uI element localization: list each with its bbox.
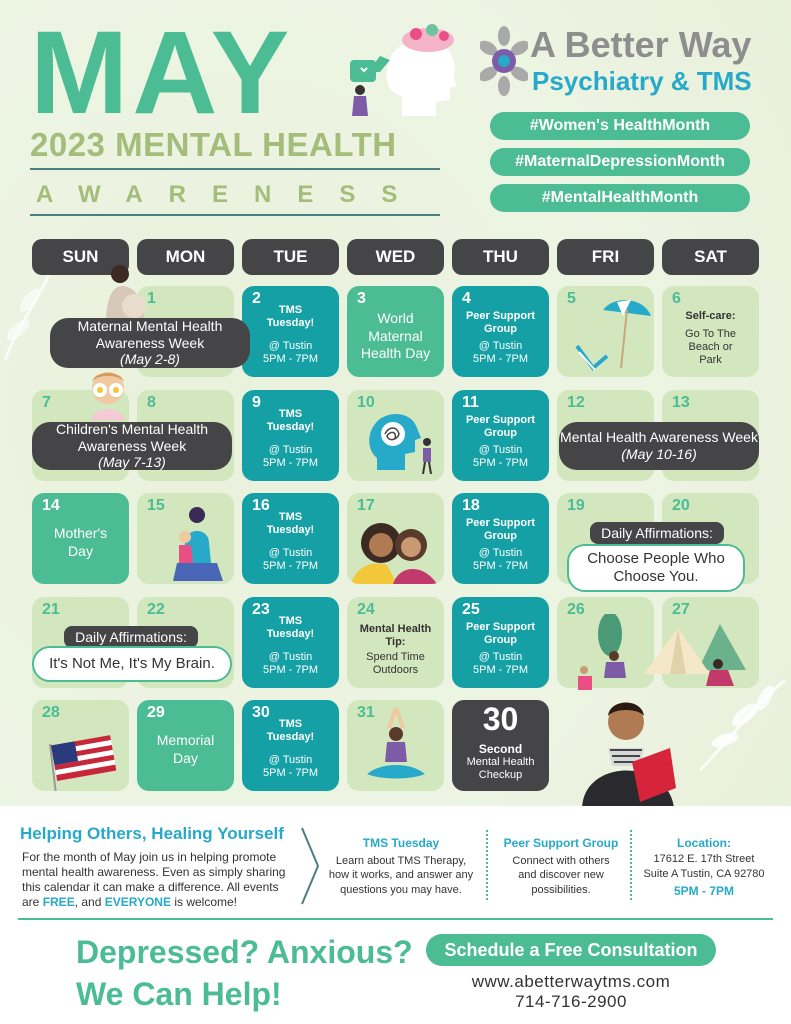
event-title: Peer Support Group [465,517,536,542]
footer-section [0,806,791,1024]
event-title: Self-care: [685,310,736,322]
calendar-cell-29 [137,700,234,791]
event-time: 5PM - 7PM [262,560,318,573]
calendar-cell-17 [347,493,444,584]
event-location: @ Tustin [478,651,523,663]
day-number: 20 [672,497,690,514]
event-title: Memorial Day [156,732,215,766]
day-number: 25 [462,601,480,618]
pregnant-woman-illustration [92,262,152,322]
banner-children-week [32,422,232,470]
calendar-cell-6 [662,286,759,377]
banner-dates: (May 2-8) [120,351,180,368]
event-time: 5PM - 7PM [262,767,318,780]
flower-logo-icon [480,26,528,96]
day-number: 28 [42,704,60,721]
day-number: 10 [357,394,375,411]
column-divider [486,830,488,900]
banner-title: Children's Mental Health Awareness Week [55,420,209,454]
location-line2: Suite A Tustin, CA 92780 [643,868,765,880]
awareness-heading: AWARENESS [36,181,424,208]
event-title: Peer Support Group [465,414,536,439]
day-number: 22 [147,601,165,618]
checkup-number: 30 [482,701,519,737]
location-title: Location: [677,836,731,850]
event-location: @ Tustin [268,651,313,663]
event-location: @ Tustin [268,444,313,456]
checkup-text: Mental Health Checkup [466,756,535,782]
day-number: 2 [252,290,261,307]
calendar-cell-30 [242,700,339,791]
calendar-cell-16 [242,493,339,584]
event-location: @ Tustin [478,444,523,456]
event-title: TMS [278,615,303,627]
title-divider [30,168,440,170]
day-number: 31 [357,704,375,721]
banner-dates: (May 10-16) [621,446,697,462]
day-number: 19 [567,497,585,514]
day-number: 17 [357,497,375,514]
checkup-unit: Second [478,742,523,756]
event-title: Peer Support Group [465,621,536,646]
event-location: @ Tustin [268,754,313,766]
day-number: 16 [252,497,270,514]
event-title: Tuesday! [266,731,315,744]
calendar-cell-23 [242,597,339,688]
calendar-cell-28 [32,700,129,791]
day-number: 4 [462,290,471,307]
banner-title: Mental Health Awareness Week [560,429,758,446]
hashtag-maternal-depression: #MaternalDepressionMonth [490,148,750,176]
event-title: Peer Support Group [465,310,536,335]
tms-info-text: Learn about TMS Therapy, how it works, and answer any questions you may have. [328,855,474,896]
event-time: 5PM - 7PM [262,457,318,470]
calendar-cell-18 [452,493,549,584]
day-number: 7 [42,394,51,411]
event-time: 5PM - 7PM [472,560,528,573]
day-number: 30 [252,704,270,721]
hashtag-mental-health: #MentalHealthMonth [490,184,750,212]
affirmation-label: Daily Affirmations: [64,626,198,648]
phone-number[interactable]: 714-716-2900 [515,992,627,1012]
page-title: MAY [30,7,294,139]
location-time: 5PM - 7PM [673,884,734,898]
calendar-cell-11 [452,390,549,481]
day-number: 26 [567,601,585,618]
calendar-cell-25 [452,597,549,688]
event-title: TMS [278,408,303,420]
calendar-cell-2 [242,286,339,377]
brain-head-illustration [367,404,437,474]
event-time: 5PM - 7PM [262,664,318,677]
event-text: Spend Time Outdoors [366,651,425,677]
event-title: Tuesday! [266,317,315,330]
day-number: 11 [462,394,479,411]
day-header-tue: TUE [242,239,339,275]
day-number: 29 [147,704,165,721]
event-time: 5PM - 7PM [472,457,528,470]
calendar-cell-24 [347,597,444,688]
calendar-cell-3 [347,286,444,377]
contact-info [426,972,716,1013]
day-number: 24 [357,601,375,618]
beach-chair-illustration [573,296,653,376]
watering-head-illustration [340,16,470,126]
peer-info-title: Peer Support Group [503,836,619,850]
day-header-mon: MON [137,239,234,275]
calendar-cell-14 [32,493,129,584]
event-time: 5PM - 7PM [472,664,528,677]
calendar-cell-4 [452,286,549,377]
footer-divider [18,918,773,920]
day-number: 1 [147,290,156,307]
banner-dates: (May 7-13) [98,454,166,471]
banner-mh-week [559,422,759,470]
day-number: 27 [672,601,690,618]
checkup-card [452,700,549,791]
affirmation-not-me: It's Not Me, It's My Brain. [32,646,232,682]
event-title: Tuesday! [266,421,315,434]
day-number: 9 [252,394,261,411]
mother-child-illustration [167,503,233,583]
event-location: @ Tustin [478,547,523,559]
man-reading-illustration [570,696,686,808]
event-location: @ Tustin [268,340,313,352]
affirmation-choose-people: Choose People Who Choose You. [567,544,745,592]
brand-logo [480,22,770,102]
day-header-wed: WED [347,239,444,275]
location-line1: 17612 E. 17th Street [653,853,755,865]
day-header-fri: FRI [557,239,654,275]
day-number: 18 [462,497,480,514]
logo-tagline: Psychiatry & TMS [532,66,752,96]
event-time: 5PM - 7PM [262,353,318,366]
event-title: Tuesday! [266,524,315,537]
day-number: 3 [357,290,366,307]
day-header-sun: SUN [32,239,129,275]
event-title: Tuesday! [266,628,315,641]
schedule-consultation-button[interactable]: Schedule a Free Consultation [426,934,716,966]
cta-headline: Depressed? Anxious? We Can Help! [76,934,413,1012]
calendar-cell-15 [137,493,234,584]
day-header-sat: SAT [662,239,759,275]
day-number: 8 [147,394,156,411]
help-heading: Helping Others, Healing Yourself [20,824,284,843]
day-number: 23 [252,601,270,618]
day-number: 13 [672,394,690,411]
hashtag-womens-health: #Women's HealthMonth [490,112,750,140]
logo-name: A Better Way [530,24,752,65]
event-location: @ Tustin [268,547,313,559]
event-title: TMS [278,511,303,523]
day-number: 12 [567,394,585,411]
us-flag-illustration [44,734,122,791]
event-title: Mental Health Tip: [359,623,432,649]
tms-info-title: TMS Tuesday [362,836,440,850]
yoga-illustration [361,704,431,788]
title-divider [30,214,440,216]
event-title: TMS [278,718,303,730]
child-flowers-illustration [82,366,134,420]
event-time: 5PM - 7PM [472,353,528,366]
friends-photo-illustration [347,515,444,584]
help-paragraph: For the month of May join us in helping promote mental health awareness. Even as simply sharing this calendar it can make a difference. All events are FREE, and EVERYONE is welcome! [22,850,286,909]
peer-info-text: Connect with others and discover new possibilities. [512,855,610,896]
chevron-right-icon [300,826,320,906]
banner-title: Maternal Mental Health Awareness Week [77,317,223,351]
event-title: Mother's Day [53,525,108,559]
website-link[interactable]: www.abetterwaytms.com [471,972,671,991]
day-number: 5 [567,290,576,307]
day-header-thu: THU [452,239,549,275]
camping-illustration [570,614,750,694]
event-location: @ Tustin [478,340,523,352]
banner-maternal-week [50,318,250,368]
page-subtitle: 2023 MENTAL HEALTH [30,126,397,163]
day-number: 21 [42,601,60,618]
event-text: Go To The Beach or Park [685,328,736,367]
day-number: 6 [672,290,681,307]
calendar-cell-31 [347,700,444,791]
event-title: World Maternal Health Day [360,310,431,361]
calendar-cell-10 [347,390,444,481]
affirmation-label: Daily Affirmations: [590,522,724,544]
day-number: 14 [42,497,60,514]
calendar-cell-9 [242,390,339,481]
day-number: 15 [147,497,165,514]
calendar-cell-5 [557,286,654,377]
event-title: TMS [278,304,303,316]
column-divider [630,830,632,900]
